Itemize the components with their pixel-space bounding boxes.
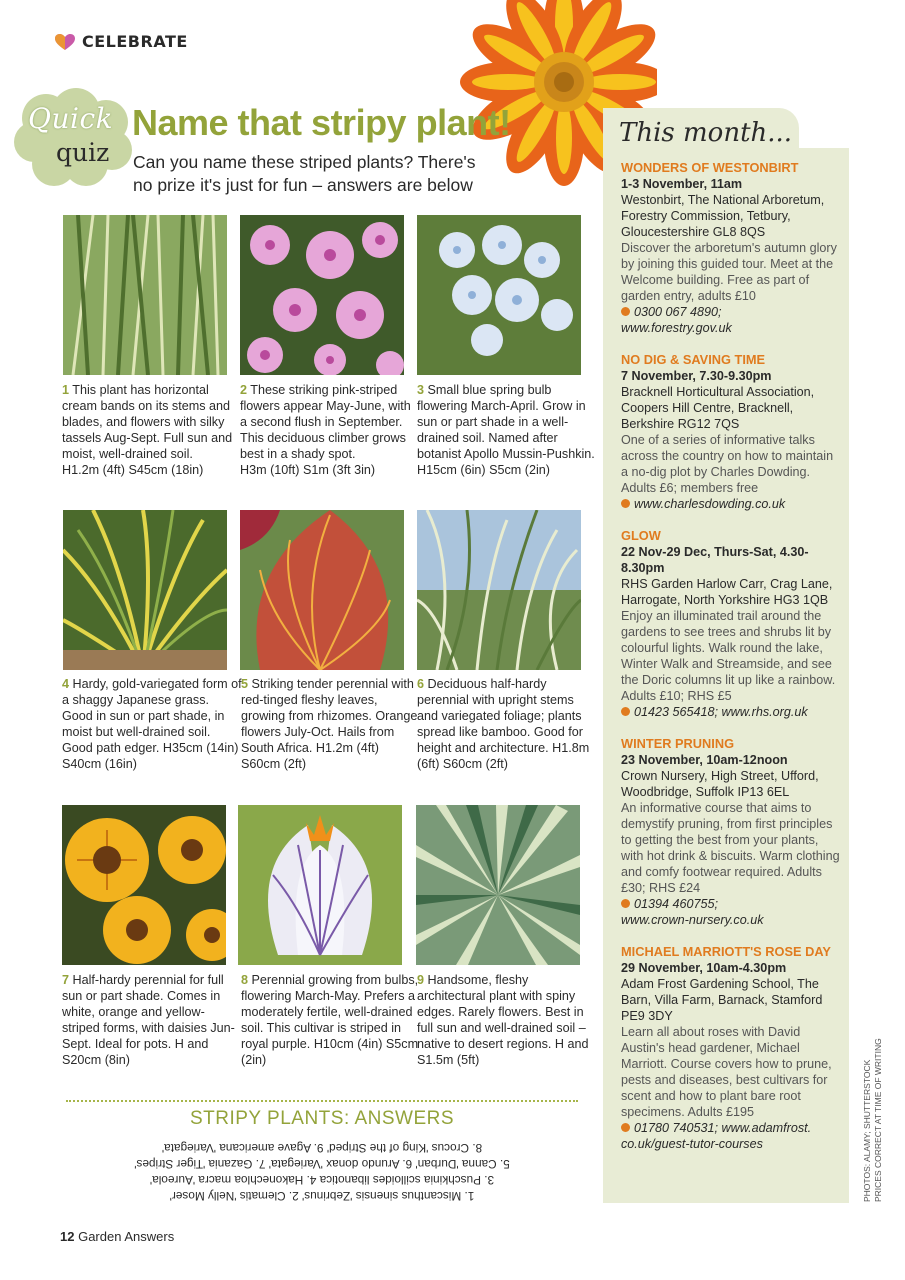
plant-text: This plant has horizontal cream bands on its stems and blades, and flowers with silky tassels Aug-Sept. Full sun and moist, well-drained soil. <box>62 383 233 461</box>
plant-description-5 <box>241 676 421 772</box>
event-description: Enjoy an illuminated trail around the gardens to see trees and shrubs lit by colourful lights. Walk round the lake, Winter Walk and Streamside, and see the Doric columns lit up like a rainbow. Adults £10; RHS £5 <box>621 609 836 703</box>
page-footer <box>60 1229 174 1244</box>
event-date: 29 November, 10am-4.30pm <box>621 961 787 975</box>
event-title: GLOW <box>621 528 661 543</box>
this-month-title: This month... <box>619 118 793 148</box>
event-phone: 0300 067 4890; <box>634 305 722 319</box>
plant-text: Handsome, fleshy architectural plant with spiny edges. Rarely flowers. Best in full sun and well-drained soil – native to desert regions. <box>417 973 586 1051</box>
magazine-name: Garden Answers <box>78 1229 175 1244</box>
bullet-dot-icon <box>621 899 630 908</box>
event-link[interactable]: www.forestry.gov.uk <box>621 321 732 335</box>
event-contact <box>621 1120 841 1152</box>
event-item <box>621 944 841 1152</box>
photo-credits <box>862 1038 884 1202</box>
plant-number: 5 <box>241 677 249 691</box>
pink-clematis-photo <box>240 215 404 375</box>
event-item <box>621 736 841 928</box>
event-description: An informative course that aims to demystify pruning, from first principles to getting the best from your plants, with hot drink & biscuits. Warm clothing and comfy footwear required. Adults £30; RHS £24 <box>621 801 840 895</box>
event-link[interactable]: www.crown-nursery.co.uk <box>621 913 764 927</box>
plant-size: H1.2m (4ft) S45cm (18in) <box>62 463 204 477</box>
event-contact <box>621 704 841 720</box>
answer-line: 5. Canna 'Durban' 6. Arundo donax 'Variegata' 7. Gazania 'Tiger Stripes' <box>134 1157 510 1171</box>
canna-leaf-photo <box>240 510 404 670</box>
plant-size: H10cm (4in) S5cm (2in) <box>241 1037 419 1067</box>
credits-line: PRICES CORRECT AT TIME OF WRITING <box>873 1038 883 1202</box>
variegated-reed-photo <box>417 510 581 670</box>
event-title: WINTER PRUNING <box>621 736 735 751</box>
plant-number: 2 <box>240 383 248 397</box>
event-link[interactable]: 01780 740531; www.adamfrost. <box>634 1121 812 1135</box>
plant-size: H35cm (14in) S40cm (16in) <box>62 741 239 771</box>
plant-text: These striking pink-striped flowers appear May-June, with a second flush in September. This deciduous climber grows best in a shady spot. <box>240 383 411 461</box>
answers-heading: STRIPY PLANTS: ANSWERS <box>189 1108 455 1129</box>
plant-text: Perennial growing from bulbs, flowering March-May. Prefers a moderately fertile, well-drained soil. This cultivar is striped in royal purple. <box>241 973 419 1051</box>
plant-description-1 <box>62 382 242 478</box>
plant-description-6 <box>417 676 597 772</box>
plant-size: H and S1.5m (5ft) <box>417 1037 589 1067</box>
quick-quiz-badge <box>14 88 134 188</box>
plant-text: Small blue spring bulb flowering March-April. Grow in sun or part shade in a well-drained soil. Named after botanist Apollo Mussin-Pushkin. <box>417 383 595 461</box>
event-venue: Westonbirt, The National Arboretum, Forestry Commission, Tetbury, Gloucestershire GL8 8QS <box>621 193 825 239</box>
event-description: Discover the arboretum's autumn glory by joining this guided tour. Meet at the Welcome building. Free as part of garden entry, adults £10 <box>621 241 837 303</box>
answers-divider <box>66 1100 578 1102</box>
plant-description-2 <box>240 382 420 478</box>
plant-size: H15cm (6in) S5cm (2in) <box>417 463 550 477</box>
plant-text: Half-hardy perennial for full sun or part shade. Comes in white, orange and yellow-striped forms, with daisies Jun-Sept. Ideal for pots. <box>62 973 235 1051</box>
answer-line: 1. Miscanthus sinensis 'Zebrinus' 2. Clematis 'Nelly Moser' <box>169 1189 475 1203</box>
page-title: Name that stripy plant! <box>132 102 511 143</box>
event-venue: Crown Nursery, High Street, Ufford, Woodbridge, Suffolk IP13 6EL <box>621 769 819 799</box>
event-contact <box>621 496 841 512</box>
answer-line: 3. Puschkinia scilloides libanotica 4. Hakonechloa macra 'Aureola' <box>149 1173 495 1187</box>
bullet-dot-icon <box>621 707 630 716</box>
plant-description-4 <box>62 676 242 772</box>
plant-size: H1.2m (4ft) S60cm (2ft) <box>241 741 379 771</box>
event-item <box>621 160 841 336</box>
event-date: 23 November, 10am-12noon <box>621 753 788 767</box>
event-link[interactable]: 01423 565418; www.rhs.org.uk <box>634 705 808 719</box>
event-venue: Adam Frost Gardening School, The Barn, Villa Farm, Barnack, Stamford PE9 3DY <box>621 977 823 1023</box>
heart-icon <box>54 33 76 51</box>
plant-number: 1 <box>62 383 70 397</box>
gold-grass-photo <box>63 510 227 670</box>
event-title: MICHAEL MARRIOTT'S ROSE DAY <box>621 944 831 959</box>
quiz-word-quick: Quick <box>28 102 114 135</box>
plant-number: 6 <box>417 677 425 691</box>
events-list <box>621 160 841 1168</box>
plant-text: Deciduous half-hardy perennial with upright stems and variegated foliage; plants spread like bamboo. Good for height and architecture. <box>417 677 583 755</box>
blue-bulb-flowers-photo <box>417 215 581 375</box>
plant-description-7 <box>62 972 242 1068</box>
answers-upside-down <box>66 1140 578 1204</box>
event-item <box>621 528 841 720</box>
event-venue: RHS Garden Harlow Carr, Crag Lane, Harrogate, North Yorkshire HG3 1QB <box>621 577 833 607</box>
page-number: 12 <box>60 1229 75 1244</box>
section-label: CELEBRATE <box>82 32 188 51</box>
bullet-dot-icon <box>621 1123 630 1132</box>
plant-text: Striking tender perennial with red-tinged fleshy leaves, growing from rhizomes. Orange flowers July-Oct. Hails from South Africa. <box>241 677 418 755</box>
plant-text: Hardy, gold-variegated form of a shaggy Japanese grass. Good in sun or part shade, in moist but well-drained soil. Good path edger. <box>62 677 242 755</box>
event-venue: Bracknell Horticultural Association, Coopers Hill Centre, Bracknell, Berkshire RG12 7QS <box>621 385 815 431</box>
plant-number: 4 <box>62 677 70 691</box>
event-phone: 01394 460755; <box>634 897 719 911</box>
event-description: One of a series of informative talks across the country on how to maintain a no-dig plot by Charles Dowding. Adults £6; members free <box>621 433 834 495</box>
quiz-word-quiz: quiz <box>56 138 110 167</box>
event-link[interactable]: www.charlesdowding.co.uk <box>634 497 786 511</box>
credits-line: PHOTOS: ALAMY; SHUTTERSTOCK <box>862 1059 872 1202</box>
plant-number: 3 <box>417 383 425 397</box>
plant-number: 7 <box>62 973 70 987</box>
page-subtitle: Can you name these striped plants? There's no prize it's just for fun – answers are below <box>133 152 476 195</box>
gazania-photo <box>62 805 226 965</box>
agave-photo <box>416 805 580 965</box>
event-title: NO DIG & SAVING TIME <box>621 352 766 367</box>
plant-size: H3m (10ft) S1m (3ft 3in) <box>240 463 376 477</box>
event-title: WONDERS OF WESTONBIRT <box>621 160 799 175</box>
striped-crocus-photo <box>238 805 402 965</box>
plant-number: 8 <box>241 973 249 987</box>
bullet-dot-icon <box>621 307 630 316</box>
plant-number: 9 <box>417 973 425 987</box>
bullet-dot-icon <box>621 499 630 508</box>
event-contact <box>621 896 841 928</box>
event-item <box>621 352 841 512</box>
section-tag <box>54 32 188 51</box>
plant-description-8 <box>241 972 421 1068</box>
plant-size: H1.8m (6ft) S60cm (2ft) <box>417 741 590 771</box>
striped-grass-photo <box>63 215 227 375</box>
event-description: Learn all about roses with David Austin's head gardener, Michael Marriott. Course covers how to prune, pests and diseases, best cultivars for scent and how to plant bare root specimens. Adults £195 <box>621 1025 832 1119</box>
event-date: 1-3 November, 11am <box>621 177 743 191</box>
plant-description-3 <box>417 382 597 478</box>
answer-line: 8. Crocus 'King of the Striped' 9. Agave americana 'Variegata' <box>161 1141 483 1155</box>
event-contact <box>621 304 841 336</box>
event-date: 22 Nov-29 Dec, Thurs-Sat, 4.30-8.30pm <box>621 545 809 575</box>
event-link-continued[interactable]: co.uk/guest-tutor-courses <box>621 1137 763 1151</box>
plant-size: H and S20cm (8in) <box>62 1037 209 1067</box>
event-date: 7 November, 7.30-9.30pm <box>621 369 772 383</box>
plant-description-9 <box>417 972 597 1068</box>
